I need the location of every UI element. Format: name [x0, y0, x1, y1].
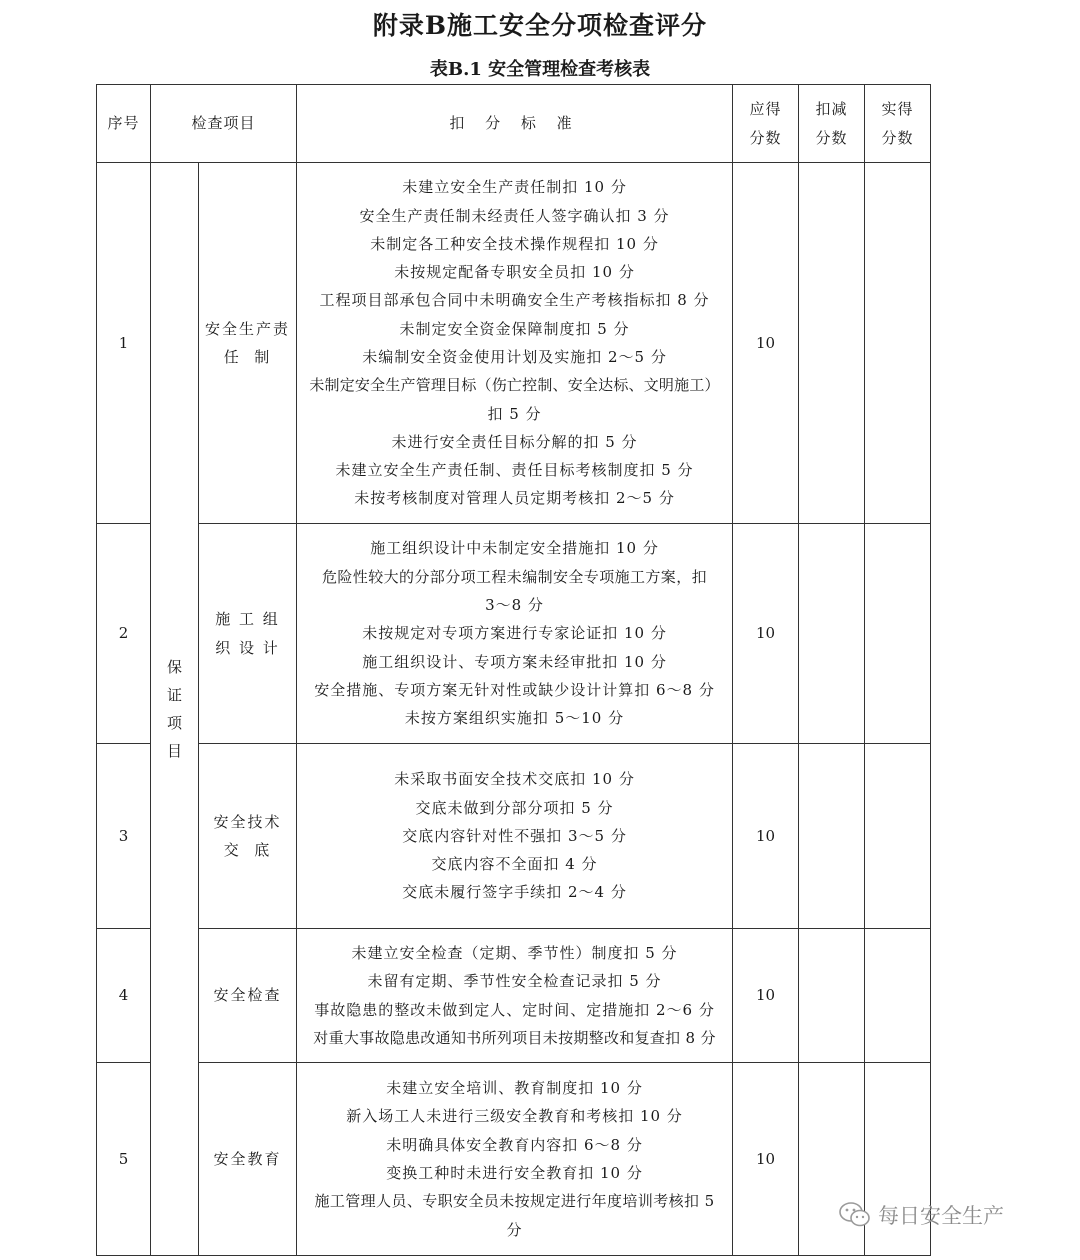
criteria-line: 交底内容不全面扣 4 分 — [431, 855, 598, 874]
row-item-name — [199, 1063, 297, 1256]
group-char: 项 — [166, 714, 182, 732]
header-score-due — [733, 85, 799, 163]
row-seq: 3 — [97, 744, 151, 929]
row-item-name — [199, 744, 297, 929]
criteria-line: 扣 5 分 — [487, 404, 542, 423]
row-item-name — [199, 524, 297, 744]
row-actual-cell[interactable] — [865, 744, 931, 929]
criteria-line: 未制定安全资金保障制度扣 5 分 — [399, 319, 630, 338]
row-seq: 2 — [97, 524, 151, 744]
criteria-line: 未建立安全生产责任制、责任目标考核制度扣 5 分 — [335, 461, 694, 480]
group-label-guarantee-items — [151, 163, 199, 1256]
row-actual-cell[interactable] — [865, 929, 931, 1063]
criteria-line: 施工管理人员、专职安全员未按规定进行年度培训考核扣 5 — [314, 1192, 715, 1211]
item-name-line: 施 工 组 — [215, 610, 280, 629]
row-seq: 4 — [97, 929, 151, 1063]
criteria-line: 新入场工人未进行三级安全教育和考核扣 10 分 — [346, 1107, 683, 1126]
table-row — [97, 163, 931, 524]
criteria-line: 交底内容针对性不强扣 3～5 分 — [402, 826, 627, 845]
criteria-line: 未按规定配备专职安全员扣 10 分 — [394, 263, 635, 282]
criteria-line: 未编制安全资金使用计划及实施扣 2～5 分 — [362, 348, 667, 366]
row-criteria — [297, 524, 733, 744]
criteria-line: 3～8 分 — [485, 596, 544, 615]
row-criteria — [297, 929, 733, 1063]
row-score-due: 10 — [733, 929, 799, 1063]
header-actual-line1: 实得 — [881, 100, 914, 119]
row-deduct-cell[interactable] — [799, 929, 865, 1063]
criteria-line: 对重大事故隐患改通知书所列项目未按期整改和复查扣 8 分 — [313, 1028, 716, 1047]
criteria-line: 安全生产责任制未经责任人签字确认扣 3 分 — [359, 206, 670, 225]
watermark-text: 每日安全生产 — [878, 1204, 1004, 1228]
criteria-line: 未按方案组织实施扣 5～10 分 — [404, 709, 625, 728]
criteria-line: 事故隐患的整改未做到定人、定时间、定措施扣 2～6 分 — [314, 1000, 715, 1019]
wechat-icon — [838, 1200, 872, 1230]
safety-management-table — [96, 84, 931, 1256]
criteria-line: 交底未做到分部分项扣 5 分 — [415, 798, 614, 817]
group-char: 证 — [166, 686, 182, 704]
item-name-line: 安全检查 — [213, 986, 282, 1005]
item-name-line: 交 底 — [223, 841, 272, 859]
criteria-line: 分 — [506, 1220, 523, 1239]
header-item: 检查项目 — [151, 85, 297, 163]
header-actual — [865, 85, 931, 163]
item-name-line: 任 制 — [223, 348, 272, 366]
criteria-line: 未按规定对专项方案进行专家论证扣 10 分 — [362, 624, 667, 643]
criteria-line: 未建立安全生产责任制扣 10 分 — [402, 178, 627, 197]
criteria-line: 安全措施、专项方案无针对性或缺少设计计算扣 6～8 分 — [314, 680, 715, 699]
row-score-due: 10 — [733, 744, 799, 929]
row-criteria — [297, 163, 733, 524]
page-title: 附录B施工安全分项检查评分 — [372, 11, 708, 40]
table-row — [97, 524, 931, 744]
group-char: 目 — [166, 742, 182, 760]
header-actual-line2: 分数 — [881, 128, 914, 147]
header-deduct — [799, 85, 865, 163]
row-deduct-cell[interactable] — [799, 163, 865, 524]
criteria-line: 施工组织设计中未制定安全措施扣 10 分 — [370, 539, 659, 558]
criteria-line: 未建立安全检查（定期、季节性）制度扣 5 分 — [351, 943, 678, 962]
row-deduct-cell[interactable] — [799, 524, 865, 744]
table-title: 表B.1 安全管理检查考核表 — [429, 59, 651, 80]
item-name-line: 安全技术 — [213, 812, 282, 831]
row-criteria — [297, 1063, 733, 1256]
row-criteria — [297, 744, 733, 929]
row-actual-cell[interactable] — [865, 163, 931, 524]
header-seq: 序号 — [97, 85, 151, 163]
header-row — [97, 85, 931, 163]
criteria-line: 危险性较大的分部分项工程未编制安全专项施工方案，扣 — [322, 567, 708, 586]
item-name-line: 安全生产责 — [205, 319, 291, 338]
watermark — [838, 1198, 1004, 1232]
row-score-due: 10 — [733, 163, 799, 524]
row-seq: 5 — [97, 1063, 151, 1256]
row-seq: 1 — [97, 163, 151, 524]
item-name-line: 安全教育 — [213, 1149, 282, 1168]
header-deduct-line1: 扣减 — [815, 100, 848, 119]
criteria-line: 未采取书面安全技术交底扣 10 分 — [394, 770, 635, 789]
row-score-due: 10 — [733, 524, 799, 744]
criteria-line: 未按考核制度对管理人员定期考核扣 2～5 分 — [354, 489, 675, 508]
criteria-line: 施工组织设计、专项方案未经审批扣 10 分 — [362, 652, 667, 671]
table-row — [97, 929, 931, 1063]
criteria-line: 未制定各工种安全技术操作规程扣 10 分 — [370, 234, 659, 253]
criteria-line: 交底未履行签字手续扣 2～4 分 — [402, 883, 627, 902]
criteria-line: 未明确具体安全教育内容扣 6～8 分 — [386, 1135, 643, 1154]
row-actual-cell[interactable] — [865, 524, 931, 744]
row-score-due: 10 — [733, 1063, 799, 1256]
row-item-name — [199, 929, 297, 1063]
criteria-line: 变换工种时未进行安全教育扣 10 分 — [386, 1164, 643, 1182]
criteria-line: 未建立安全培训、教育制度扣 10 分 — [386, 1079, 643, 1098]
criteria-line: 未留有定期、季节性安全检查记录扣 5 分 — [367, 972, 662, 991]
row-item-name — [199, 163, 297, 524]
table-row — [97, 744, 931, 929]
group-char: 保 — [166, 658, 182, 676]
criteria-line: 未进行安全责任目标分解的扣 5 分 — [391, 432, 638, 451]
header-score-due-line2: 分数 — [749, 128, 782, 147]
item-name-line: 织 设 计 — [215, 638, 280, 657]
header-standard: 扣 分 标 准 — [297, 85, 733, 163]
criteria-line: 未制定安全生产管理目标（伤亡控制、安全达标、文明施工） — [309, 376, 720, 395]
header-deduct-line2: 分数 — [815, 128, 848, 147]
table-row — [97, 1063, 931, 1256]
criteria-line: 工程项目部承包合同中未明确安全生产考核指标扣 8 分 — [319, 291, 710, 310]
row-deduct-cell[interactable] — [799, 744, 865, 929]
header-score-due-line1: 应得 — [749, 100, 782, 119]
